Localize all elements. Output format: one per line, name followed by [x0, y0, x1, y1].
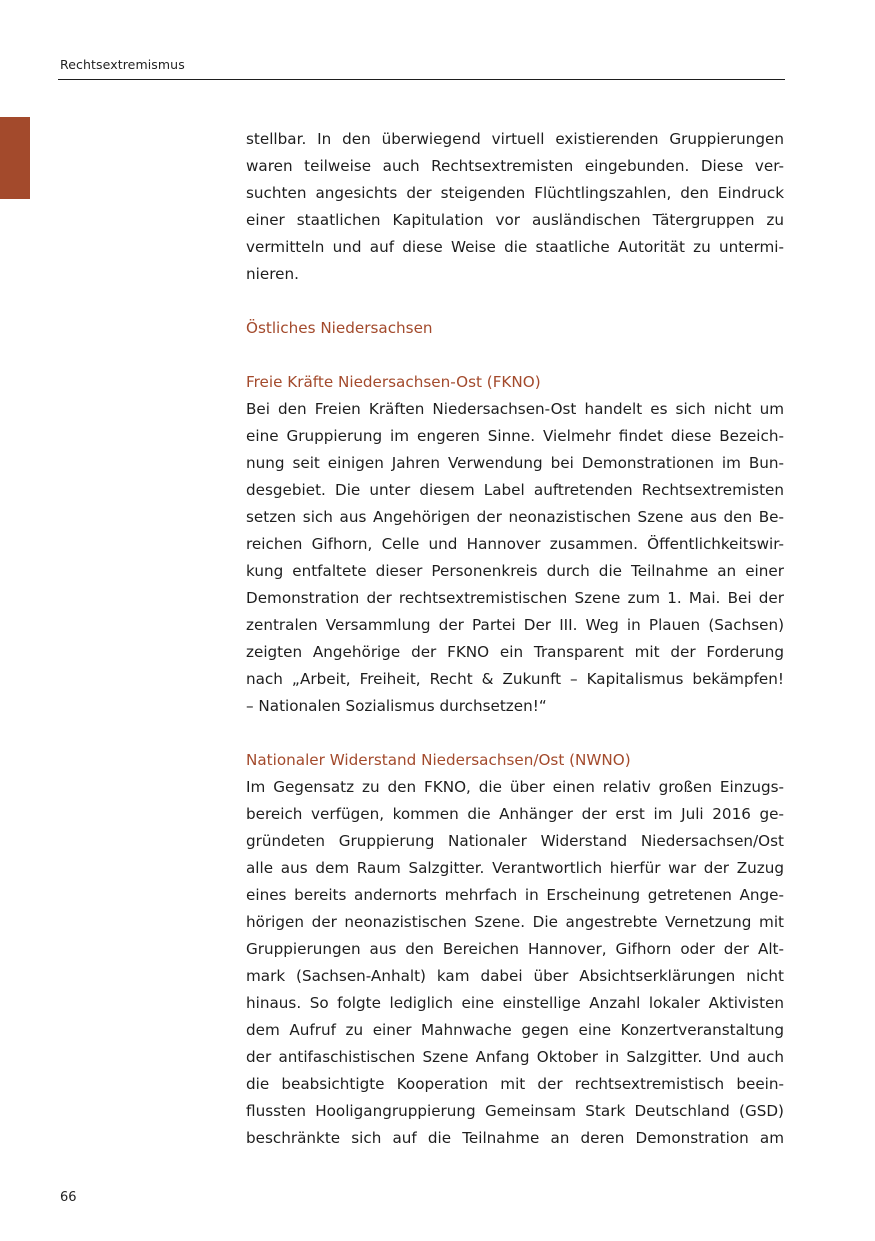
- text-line: Bei den Freien Kräften Niedersachsen-Ost handelt es sich nicht um: [246, 400, 784, 418]
- text-line: bereich verfügen, kommen die Anhänger der erst im Juli 2016 ge-: [246, 805, 784, 823]
- intro-paragraph: [246, 126, 784, 288]
- fkno-paragraph: [246, 396, 784, 720]
- text-line: gründeten Gruppierung Nationaler Widerstand Niedersachsen/Ost: [246, 832, 784, 850]
- text-line: flussten Hooligangruppierung Gemeinsam Stark Deutschland (GSD): [246, 1102, 784, 1120]
- section-title: Östliches Niedersachsen: [246, 319, 433, 337]
- text-line: beschränkte sich auf die Teilnahme an deren Demonstration am: [246, 1129, 784, 1147]
- text-line: – Nationalen Sozialismus durchsetzen!“: [246, 697, 547, 715]
- subsection-heading-fkno: Freie Kräfte Niedersachsen-Ost (FKNO): [246, 373, 541, 391]
- text-line: zentralen Versammlung der Partei Der III. Weg in Plauen (Sachsen): [246, 616, 784, 634]
- text-line: einer staatlichen Kapitulation vor ausländischen Tätergruppen zu: [246, 211, 784, 229]
- text-line: hörigen der neonazistischen Szene. Die angestrebte Vernetzung mit: [246, 913, 784, 931]
- text-line: stellbar. In den überwiegend virtuell existierenden Gruppierungen: [246, 130, 784, 148]
- body-text: [246, 126, 784, 1152]
- text-line: vermitteln und auf diese Weise die staatliche Autorität zu untermi-: [246, 238, 784, 256]
- text-line: zeigten Angehörige der FKNO ein Transparent mit der Forderung: [246, 643, 784, 661]
- text-line: kung entfaltete dieser Personenkreis durch die Teilnahme an einer: [246, 562, 784, 580]
- text-line: Im Gegensatz zu den FKNO, die über einen relativ großen Einzugs-: [246, 778, 784, 796]
- text-line: dem Aufruf zu einer Mahnwache gegen eine Konzertveranstaltung: [246, 1021, 784, 1039]
- subsection-heading-nwno: Nationaler Widerstand Niedersachsen/Ost (NWNO): [246, 751, 631, 769]
- nwno-paragraph: [246, 774, 784, 1152]
- text-line: der antifaschistischen Szene Anfang Oktober in Salzgitter. Und auch: [246, 1048, 784, 1066]
- text-line: Demonstration der rechtsextremistischen Szene zum 1. Mai. Bei der: [246, 589, 784, 607]
- text-line: mark (Sachsen-Anhalt) kam dabei über Absichtserklärungen nicht: [246, 967, 784, 985]
- text-line: reichen Gifhorn, Celle und Hannover zusammen. Öffentlichkeitswir-: [246, 535, 784, 553]
- text-line: waren teilweise auch Rechtsextremisten eingebunden. Diese ver-: [246, 157, 784, 175]
- text-line: alle aus dem Raum Salzgitter. Verantwortlich hierfür war der Zuzug: [246, 859, 784, 877]
- text-line: nach „Arbeit, Freiheit, Recht & Zukunft – Kapitalismus bekämpfen!: [246, 670, 784, 688]
- chapter-tab-marker: [0, 117, 30, 199]
- text-line: hinaus. So folgte lediglich eine einstellige Anzahl lokaler Aktivisten: [246, 994, 784, 1012]
- text-line: Gruppierungen aus den Bereichen Hannover, Gifhorn oder der Alt-: [246, 940, 784, 958]
- text-line: suchten angesichts der steigenden Flüchtlingszahlen, den Eindruck: [246, 184, 784, 202]
- text-line: nung seit einigen Jahren Verwendung bei Demonstrationen im Bun-: [246, 454, 784, 472]
- running-head: Rechtsextremismus: [60, 57, 185, 72]
- header-rule: [58, 79, 785, 80]
- text-line: eines bereits andernorts mehrfach in Erscheinung getretenen Ange-: [246, 886, 784, 904]
- text-line: eine Gruppierung im engeren Sinne. Vielmehr findet diese Bezeich-: [246, 427, 784, 445]
- text-line: nieren.: [246, 265, 299, 283]
- text-line: setzen sich aus Angehörigen der neonazistischen Szene aus den Be-: [246, 508, 784, 526]
- text-line: desgebiet. Die unter diesem Label auftretenden Rechtsextremisten: [246, 481, 784, 499]
- page-number: 66: [60, 1190, 77, 1205]
- text-line: die beabsichtigte Kooperation mit der rechtsextremistisch beein-: [246, 1075, 784, 1093]
